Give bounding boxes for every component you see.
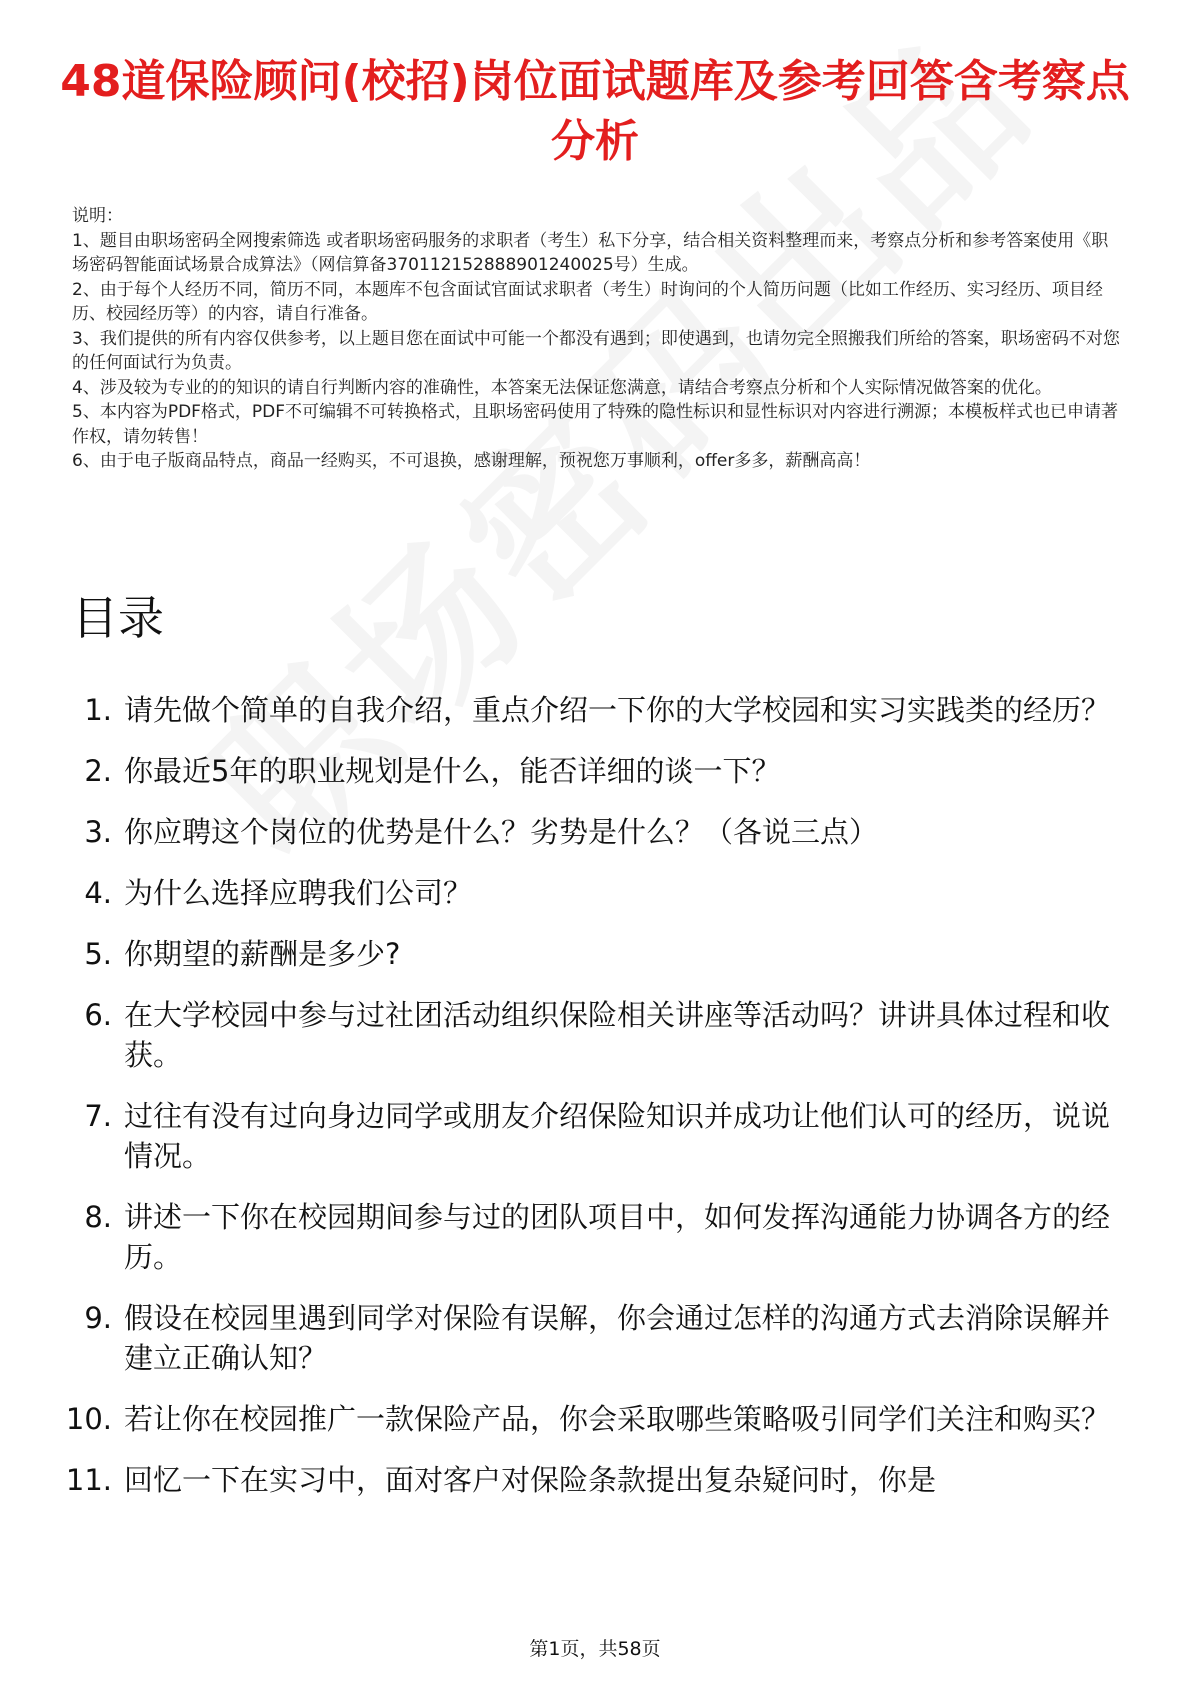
toc-item[interactable] xyxy=(60,690,1120,730)
toc-item-number: 9. xyxy=(84,1301,112,1335)
toc-item-number: 7. xyxy=(84,1099,112,1133)
toc-item-text: 过往有没有过向身边同学或朋友介绍保险知识并成功让他们认可的经历，说说情况。 xyxy=(124,1099,1111,1173)
toc-heading: 目录 xyxy=(72,591,164,645)
toc-item[interactable] xyxy=(60,1399,1120,1439)
toc-item[interactable] xyxy=(60,1298,1120,1378)
toc-item-number: 5. xyxy=(84,937,112,971)
toc-item-number: 4. xyxy=(84,876,112,910)
document-title: 48道保险顾问(校招)岗位面试题库及参考回答含考察点分析 xyxy=(60,56,1130,167)
toc-item-text: 回忆一下在实习中，面对客户对保险条款提出复杂疑问时，你是 xyxy=(124,1463,937,1497)
toc-item-text: 你最近5年的职业规划是什么，能否详细的谈一下？ xyxy=(124,754,781,788)
toc-item-text: 在大学校园中参与过社团活动组织保险相关讲座等活动吗？讲讲具体过程和收获。 xyxy=(124,998,1111,1072)
note-item: 3、我们提供的所有内容仅供参考，以上题目您在面试中可能一个都没有遇到；即使遇到，也请勿完全照搬我们所给的答案，职场密码不对您的任何面试行为负责。 xyxy=(72,328,1120,373)
toc-item-text: 你应聘这个岗位的优势是什么？劣势是什么？（各说三点） xyxy=(124,815,879,849)
note-item: 4、涉及较为专业的的知识的请自行判断内容的准确性，本答案无法保证您满意，请结合考察点分析和个人实际情况做答案的优化。 xyxy=(72,377,1052,398)
notes-heading: 说明： xyxy=(72,206,123,226)
toc-item[interactable] xyxy=(60,995,1120,1075)
toc-item[interactable] xyxy=(60,934,1120,974)
note-item: 5、本内容为PDF格式，PDF不可编辑不可转换格式，且职场密码使用了特殊的隐性标识和显性标识对内容进行溯源；本模板样式也已申请著作权，请勿转售！ xyxy=(72,402,1119,447)
toc-item[interactable] xyxy=(60,1197,1120,1277)
toc-list xyxy=(60,690,1120,1521)
toc-item-number: 11. xyxy=(65,1463,112,1497)
note-item: 6、由于电子版商品特点，商品一经购买，不可退换，感谢理解，预祝您万事顺利，offer多多，薪酬高高！ xyxy=(72,451,871,471)
toc-item-text: 为什么选择应聘我们公司？ xyxy=(124,876,473,910)
toc-item[interactable] xyxy=(60,1460,1120,1500)
toc-item[interactable] xyxy=(60,1096,1120,1176)
toc-item-text: 假设在校园里遇到同学对保险有误解，你会通过怎样的沟通方式去消除误解并建立正确认知？ xyxy=(124,1301,1111,1375)
toc-item[interactable] xyxy=(60,873,1120,913)
toc-item-text: 请先做个简单的自我介绍，重点介绍一下你的大学校园和实习实践类的经历？ xyxy=(124,693,1111,727)
toc-item-number: 3. xyxy=(84,815,112,849)
note-item: 2、由于每个人经历不同，简历不同，本题库不包含面试官面试求职者（考生）时询问的个人简历问题（比如工作经历、实习经历、项目经历、校园经历等）的内容，请自行准备。 xyxy=(72,279,1103,324)
toc-item[interactable] xyxy=(60,751,1120,791)
toc-item-text: 你期望的薪酬是多少? xyxy=(124,937,401,971)
notes-section xyxy=(72,204,1122,474)
page-footer: 第1页，共58页 xyxy=(529,1638,661,1660)
toc-item[interactable] xyxy=(60,812,1120,852)
toc-item-text: 若让你在校园推广一款保险产品，你会采取哪些策略吸引同学们关注和购买？ xyxy=(124,1402,1111,1436)
toc-item-number: 10. xyxy=(65,1402,112,1436)
note-item: 1、题目由职场密码全网搜索筛选 或者职场密码服务的求职者（考生）私下分享，结合相关资料整理而来，考察点分析和参考答案使用《职场密码智能面试场景合成算法》（网信算备370112152888901240025号）生成。 xyxy=(72,230,1109,275)
toc-item-number: 6. xyxy=(84,998,112,1032)
toc-item-number: 2. xyxy=(84,754,112,788)
toc-item-number: 1. xyxy=(84,693,112,727)
toc-item-number: 8. xyxy=(84,1200,112,1234)
toc-item-text: 讲述一下你在校园期间参与过的团队项目中，如何发挥沟通能力协调各方的经历。 xyxy=(124,1200,1111,1274)
